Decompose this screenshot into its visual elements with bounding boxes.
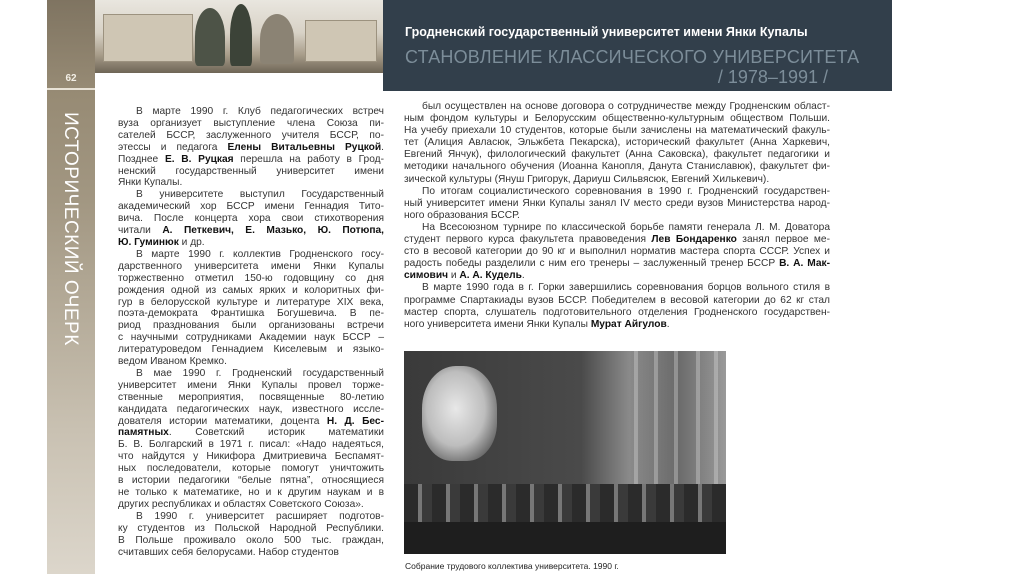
text-line [118,427,384,439]
text-segment: ным фондом культуры и Белорусским общественно-культурным обществом Польши. [404,113,830,125]
bold-name: Елены Витальевны Руцкой [227,141,382,153]
text-segment: риод празднования были организованы встречи [118,320,384,332]
university-name: Гродненский государственный университет имени Янки Купалы [405,25,808,39]
text-line [118,106,384,118]
right-text-column [404,101,830,331]
text-segment: ного университета имени Янки Купалы [404,318,591,330]
bold-name: В. А. Мак- [779,258,830,270]
text-line [118,499,384,511]
text-segment: поэта-демократа Франтишка Богушевича. В пе- [118,308,384,320]
text-segment: вича. После концерта хора свои стихотворения [118,213,384,225]
paragraph [404,282,830,330]
text-line [118,154,384,166]
text-segment: ственные мероприятия, посвященные 80-летию [118,391,384,403]
text-segment: студент первого курса факультета правоведения [404,234,652,246]
text-segment: ный университет имени Янки Купалы занял IV место среди вузов Министерства народ- [404,197,830,209]
text-line [118,297,384,309]
text-line [118,380,384,392]
chapter-years: / 1978–1991 / [717,67,828,87]
text-line [118,273,384,285]
text-segment: читали [118,225,163,237]
text-segment: сателей БССР, заслуженного учителя БССР, по- [118,129,384,141]
text-line [118,249,384,261]
text-segment: этессы и педагога [118,141,228,153]
chapter-title: СТАНОВЛЕНИЕ КЛАССИЧЕСКОГО УНИВЕРСИТЕТА [405,47,860,67]
paragraph [118,368,384,511]
text-segment: кандидата педагогических наук, известного иссле- [118,403,384,415]
text-line [118,332,384,344]
bold-name: А. А. Кудель [459,270,522,282]
text-segment: . [381,141,384,153]
photo-caption: Собрание трудового коллектива университета. 1990 г. [405,561,619,571]
text-line [118,463,384,475]
text-line [118,535,384,547]
text-segment: не только к математике, но и к другим наукам и в [118,487,384,498]
text-line [404,137,830,149]
text-segment: методики начального обучения (Иоанна Канопля, Данута Станиславюк), факультет фи- [404,161,830,173]
text-line [404,113,830,125]
text-segment: литературоведом Геннадием Киселевым и языко- [118,344,384,356]
bold-name: Лев Бондаренко [651,234,737,246]
text-line [118,285,384,297]
text-segment: что найдутся у Никифора Дмитриевича Беспамят- [118,451,384,463]
text-line [404,295,830,307]
text-segment: дарственного университета имени Янки Купалы [118,260,384,272]
page-header [383,0,892,91]
text-line [404,186,830,198]
text-segment: радость победы разделили с ним его тренеры – заслуженный тренер БССР [404,258,780,270]
text-segment: в истории педагогики “белые пятна”, относящиеся [118,475,384,487]
text-line [404,234,830,246]
text-line [404,307,830,319]
text-segment: В университете выступил Государственный [136,189,384,201]
text-line [404,149,830,161]
text-line [118,487,384,499]
text-segment: сто в весовой категории до 90 кг и выполнил норматив мастера спорта СССР. Успех и [404,246,830,258]
bold-name: Н. Д. Бес- [326,415,384,427]
text-segment: Позднее [118,153,165,165]
text-segment: и др. [178,236,205,248]
text-line [118,547,384,559]
text-segment: занял первое ме- [736,234,830,246]
text-line [404,258,830,270]
text-line [404,198,830,210]
text-segment: дователя истории математики, доцента [118,415,327,427]
text-segment: В марте 1990 года в г. Горки завершились соревнования борцов вольного стиля в [422,282,830,294]
text-segment: ных последователи, которые помогут уничтожить [118,463,384,475]
text-line [118,142,384,154]
text-segment: На Всесоюзном турнире по классической борьбе памяти генерала Л. М. Доватора [422,221,830,233]
text-line [118,368,384,380]
text-line [118,320,384,332]
text-segment: . Советский историк математики [168,427,384,439]
portrait-banner [422,366,497,461]
text-segment: других республиках и областях Советского Союза». [118,498,364,510]
text-line [118,451,384,463]
text-segment: Б. В. Болгарский в 1971 г. писал: «Надо надеяться, [118,439,384,451]
text-line [404,270,830,282]
text-segment: ку студентов из Польской Народной Республики. [118,522,384,534]
left-text-column [118,106,384,558]
paragraph [118,511,384,559]
text-segment: программе Спартакиады вузов БССР. Победителем в весовой категории до 62 кг стал [404,294,830,306]
text-segment: В Польше проживало около 500 тыс. граждан, [118,534,384,546]
text-line [404,319,830,331]
text-line [404,246,830,258]
text-segment: На учебу приехали 10 студентов, которые были зачислены на математический факуль- [404,125,830,137]
text-line [404,222,830,234]
meeting-photo [404,351,726,554]
text-line [118,475,384,487]
bold-name: Ю. Гуминюк [118,236,179,248]
text-segment: ного образования БССР. [404,209,520,221]
text-segment: считавших себя белорусами. Набор студентов [118,546,339,558]
text-line [118,261,384,273]
text-line [404,174,830,186]
text-line [118,511,384,523]
text-segment: торжественно отметил 150-ю годовщину со дня [118,272,384,284]
text-line [404,282,830,294]
text-segment: рождения одной из самых ярких и колоритных фи- [118,284,384,296]
text-segment: . [521,270,525,282]
text-segment: перешла на работу в Грод- [233,153,384,165]
text-line [118,344,384,356]
bold-name: симович [404,270,448,282]
text-segment: Евгений Янчук), филологический факультет (Анна Саковска), факультет педагогики и [404,149,830,161]
text-segment: гур в белорусской культуре и литературе XIX века, [118,296,384,308]
text-segment: мастер спорта, слушатель подготовительного отделения Гродненского государствен- [404,306,830,318]
text-line [404,210,830,222]
text-segment: В марте 1990 г. Клуб педагогических встреч [136,106,384,117]
text-line [118,356,384,368]
text-line [118,130,384,142]
bold-name: Е. В. Руцкая [164,153,234,165]
section-sidebar [47,0,95,574]
text-segment: ведом Иваном Кремко. [118,356,227,368]
text-segment: В мае 1990 г. Гродненский государственный [136,367,384,379]
paragraph [118,189,384,249]
text-line [404,125,830,137]
text-line [118,404,384,416]
presidium-table [404,522,726,554]
paragraph [404,186,830,222]
text-line [118,225,384,237]
bold-name: А. Петкевич, Е. Мазько, Ю. Потюпа, [162,225,384,237]
text-line [118,416,384,428]
text-segment: университет имени Янки Купалы провел торже- [118,379,384,391]
text-line [118,392,384,404]
text-line [118,308,384,320]
text-line [118,213,384,225]
section-title: ИСТОРИЧЕСКИЙ ОЧЕРК [60,112,81,346]
paragraph [404,101,830,186]
text-line [118,237,384,249]
text-segment: В 1990 г. университет расширяет подготов- [136,510,384,522]
paragraph [118,106,384,189]
text-segment: был осуществлен на основе договора о сотрудничестве между Гродненским област- [422,101,830,112]
text-segment: с научными сотрудниками Академии наук БССР – [118,332,384,344]
text-segment: тет (Алиция Авласюк, Эльжбета Пекарска), исторический факультет (Анна Харкевич, [404,137,830,149]
bold-name: Мурат Айгулов [590,318,667,330]
text-line [118,189,384,201]
text-segment: вуза организует выступление члена Союза пи- [118,117,384,129]
paragraph [118,249,384,368]
presidium-people [404,484,726,524]
text-line [118,118,384,130]
text-segment: По итогам социалистического соревнования в 1990 г. Гродненский государствен- [422,185,830,197]
text-segment: . [666,318,670,330]
text-segment: академический хор БССР имени Геннадия Тито- [118,201,384,213]
text-line [404,161,830,173]
text-line [118,439,384,451]
text-segment: Янки Купалы. [118,177,183,189]
text-line [118,166,384,178]
text-line [118,201,384,213]
paragraph [404,222,830,282]
text-segment: В марте 1990 г. коллектив Гродненского госу- [136,248,384,260]
text-segment: ненский государственный университет имени [118,165,384,177]
text-line [404,101,830,113]
bold-name: памятных [118,427,169,439]
text-line [118,523,384,535]
text-segment: зической культуры (Януш Григорук, Дариуш Сильвясюк, Евгений Хилькевич). [404,173,770,185]
header-campus-photo [95,0,383,73]
text-segment: и [448,270,460,282]
text-line [118,177,384,189]
page-number: 62 [65,73,77,84]
